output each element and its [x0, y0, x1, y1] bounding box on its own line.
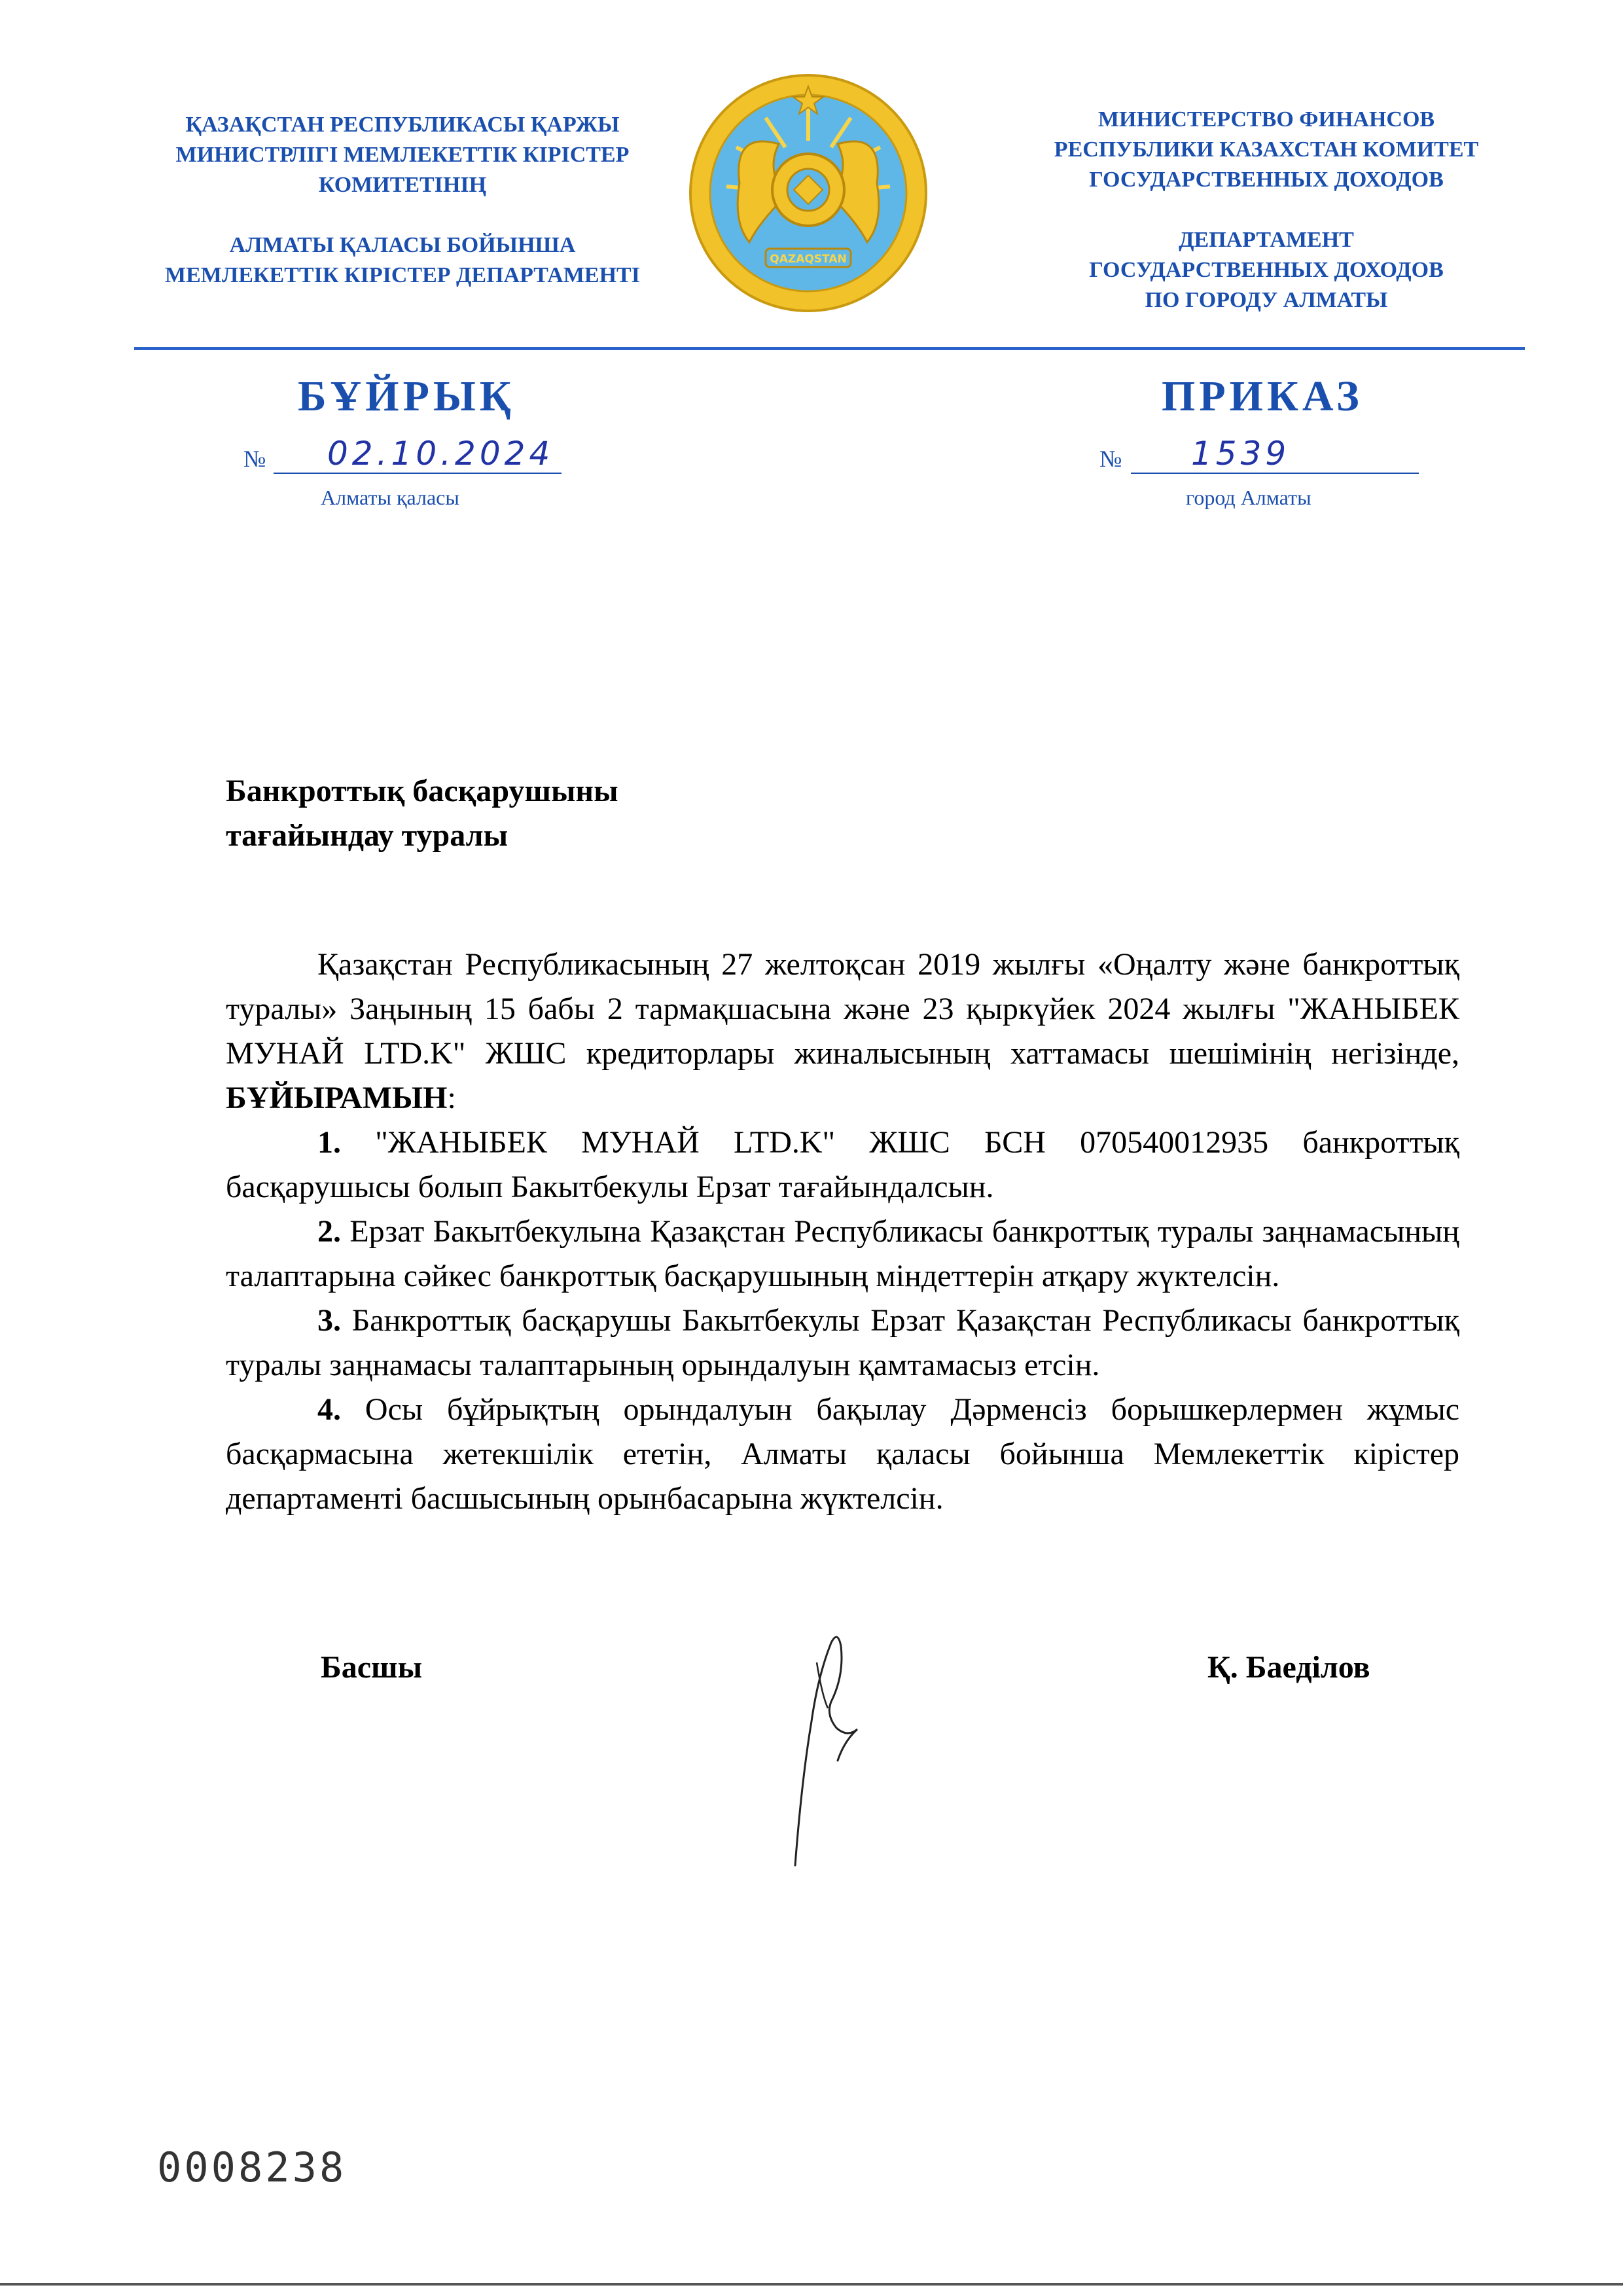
header-right-line: РЕСПУБЛИКИ КАЗАХСТАН КОМИТЕТ — [1054, 137, 1479, 162]
date-underline — [274, 473, 562, 474]
order-directive: БҰЙЫРАМЫН — [226, 1081, 448, 1115]
city-kz: Алматы қаласы — [321, 486, 459, 509]
scan-edge-line — [0, 2283, 1623, 2286]
header-left-line: ҚАЗАҚСТАН РЕСПУБЛИКАСЫ ҚАРЖЫ — [185, 113, 620, 137]
order-item — [226, 1210, 1459, 1299]
order-title-kz: БҰЙРЫҚ — [298, 372, 515, 420]
header-right-line: ГОСУДАРСТВЕННЫХ ДОХОДОВ — [1089, 168, 1444, 192]
header-divider — [134, 347, 1525, 350]
order-number-sign: № — [1099, 446, 1122, 472]
item-text: Ерзат Бакытбекулына Қазақстан Республикасы банкроттық туралы заңнамасының талаптарына сәйкес банкроттық басқарушының міндеттерін атқару жүктелсін. — [226, 1214, 1459, 1293]
order-subject — [226, 769, 618, 858]
header-left-line: МИНИСТРЛІГІ МЕМЛЕКЕТТІК КІРІСТЕР — [175, 143, 630, 167]
order-body — [226, 942, 1459, 1521]
subject-line: Банкроттық басқарушыны — [226, 774, 618, 808]
header-left-line: КОМИТЕТІНІҢ — [318, 173, 487, 197]
handwritten-number: 1539 — [1191, 435, 1291, 473]
header-left-line: АЛМАТЫ ҚАЛАСЫ БОЙЫНША — [229, 233, 576, 257]
header-right-ru — [982, 105, 1551, 315]
subject-line: тағайындау туралы — [226, 818, 508, 853]
order-item — [226, 1121, 1459, 1210]
header-right-line: ДЕПАРТАМЕНТ — [1179, 228, 1354, 252]
handwritten-date: 02.10.2024 — [327, 435, 554, 473]
item-number: 4. — [317, 1392, 341, 1427]
item-text: Осы бұйрықтың орындалуын бақылау Дәрменсіз борышкерлермен жұмыс басқармасына жетекшілік ететін, Алматы қаласы бойынша Мемлекеттік кірістер департаменті басшысының орынбасарына жүктелсін. — [226, 1392, 1459, 1516]
item-number: 3. — [317, 1303, 341, 1338]
intro-paragraph — [226, 942, 1459, 1121]
number-underline — [1131, 473, 1419, 474]
handwritten-signature — [766, 1617, 929, 1878]
header-left-kz — [118, 110, 687, 291]
order-item — [226, 1299, 1459, 1388]
header-right-line: ГОСУДАРСТВЕННЫХ ДОХОДОВ — [1089, 258, 1444, 282]
header-right-line: МИНИСТЕРСТВО ФИНАНСОВ — [1097, 107, 1435, 132]
order-item — [226, 1388, 1459, 1521]
header-left-line: МЕМЛЕКЕТТІК КІРІСТЕР ДЕПАРТАМЕНТІ — [165, 263, 640, 287]
header-right-line: ПО ГОРОДУ АЛМАТЫ — [1145, 288, 1388, 312]
emblem-text: QAZAQSTAN — [770, 253, 847, 266]
item-number: 2. — [317, 1214, 341, 1249]
item-text: "ЖАНЫБЕК МУНАЙ LTD.K" ЖШС БСН 070540012935 банкроттық басқарушысы болып Бакытбекулы Ерзат тағайындалсын. — [226, 1125, 1459, 1204]
order-title-ru: ПРИКАЗ — [1162, 372, 1363, 420]
date-number-sign: № — [243, 446, 266, 472]
state-emblem-icon — [687, 72, 929, 314]
item-number: 1. — [317, 1125, 341, 1160]
serial-number: 0008238 — [157, 2144, 347, 2191]
signatory-title: Басшы — [321, 1650, 423, 1685]
signatory-name: Қ. Баеділов — [1207, 1650, 1370, 1685]
city-ru: город Алматы — [1186, 486, 1311, 509]
item-text: Банкроттық басқарушы Бакытбекулы Ерзат Қазақстан Республикасы банкроттық туралы заңнамасы талаптарының орындалуын қамтамасыз етсін. — [226, 1303, 1459, 1382]
intro-end: : — [447, 1081, 456, 1115]
intro-text: Қазақстан Республикасының 27 желтоқсан 2019 жылғы «Оңалту және банкроттық туралы» Заңының 15 бабы 2 тармақшасына және 23 қыркүйек 2024 жылғы "ЖАНЫБЕК МУНАЙ LTD.K" ЖШС кредиторлары жиналысының хаттамасы шешімінің негізінде, — [226, 947, 1459, 1071]
